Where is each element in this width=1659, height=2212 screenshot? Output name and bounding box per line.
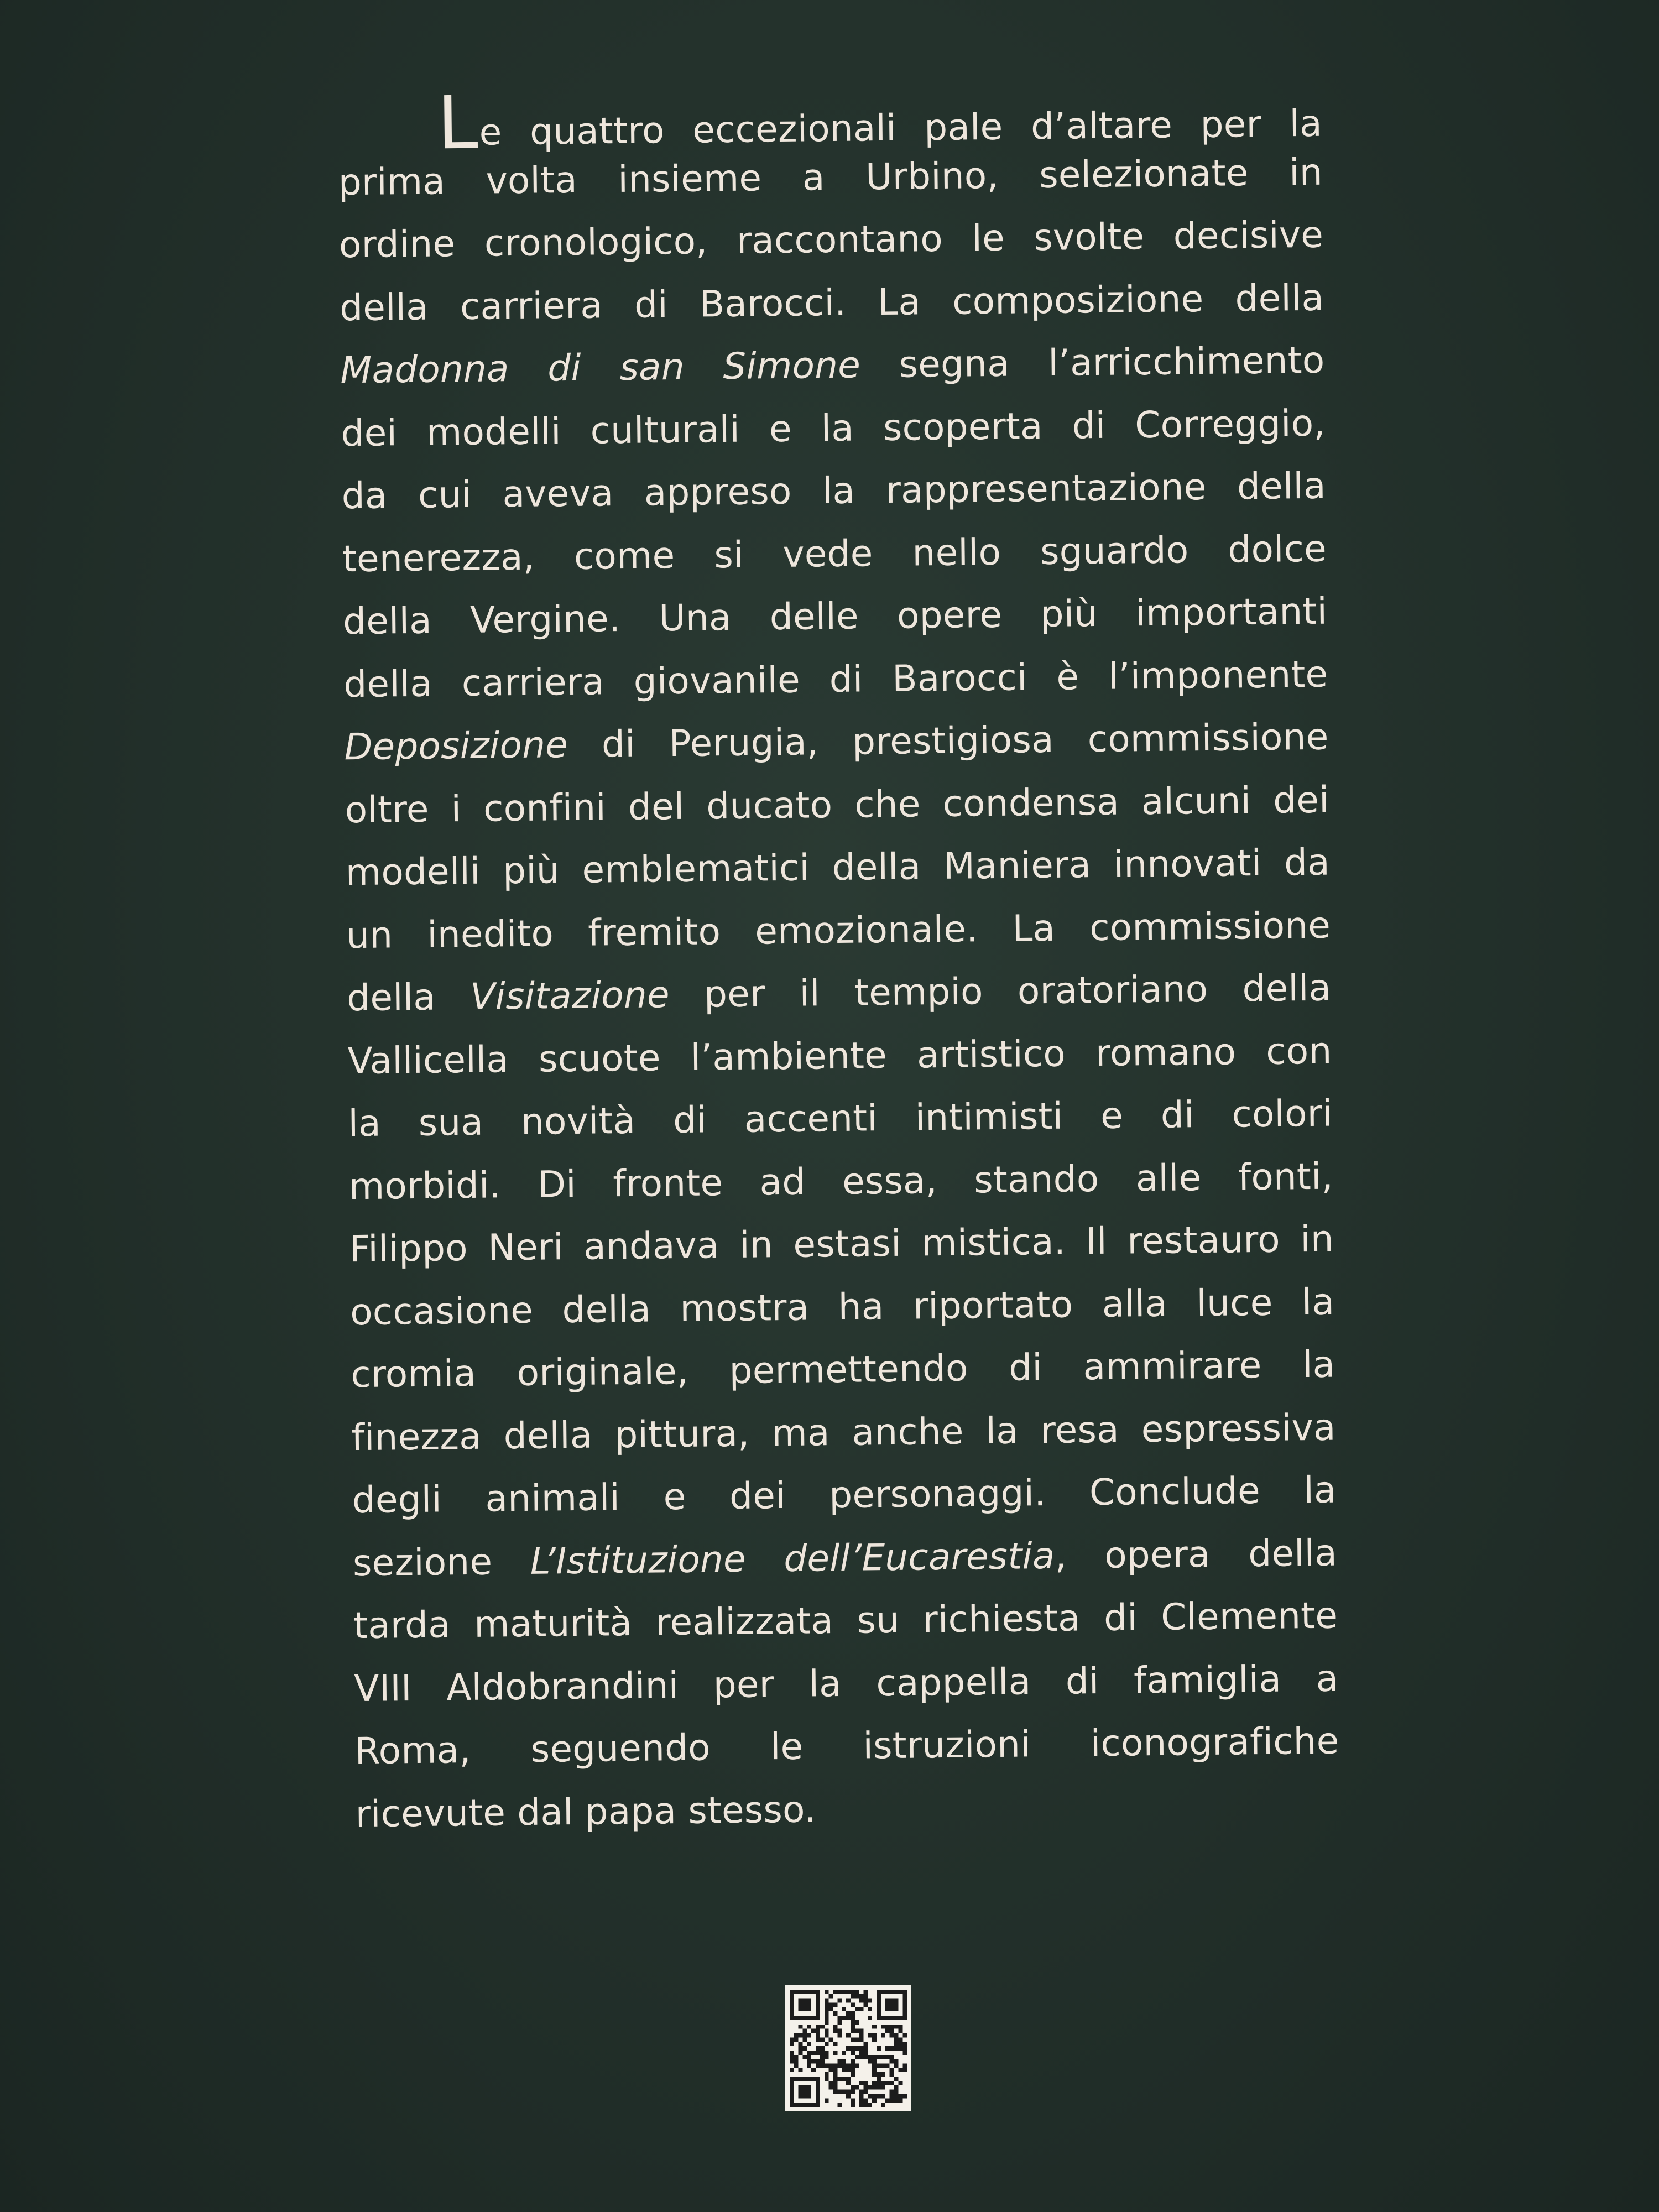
text-line [338, 204, 1323, 276]
text-line [347, 1019, 1332, 1092]
text-segment: morbidi. Di fronte ad essa, stando alle fonti, [348, 1155, 1334, 1208]
text-line [354, 1647, 1339, 1720]
paragraph [337, 78, 1340, 1845]
text-segment: di Perugia, prestigiosa commissione [567, 715, 1329, 766]
text-segment: oltre i confini del ducato che condensa alcuni dei [345, 778, 1330, 831]
text-line [352, 1459, 1337, 1532]
text-segment: della Vergine. Una delle opere più importanti [342, 589, 1328, 643]
text-line [354, 1710, 1339, 1783]
text-segment: sezione [352, 1540, 531, 1584]
text-line [355, 1772, 1340, 1845]
text-segment: della [346, 975, 471, 1020]
text-line [344, 706, 1329, 779]
text-segment: e quattro eccezionali pale d’altare per la [479, 102, 1323, 154]
artwork-title: Deposizione [344, 723, 568, 769]
artwork-title: Visitazione [469, 973, 670, 1018]
text-segment: tenerezza, come si vede nello sguardo dolce [342, 527, 1327, 580]
wall-text-panel [337, 78, 1340, 1845]
text-segment: VIII Aldobrandini per la cappella di famiglia a [353, 1657, 1339, 1710]
text-line [351, 1396, 1336, 1469]
text-line [342, 517, 1327, 590]
text-segment: finezza della pittura, ma anche la resa espressiva [351, 1406, 1336, 1459]
text-segment: la sua novità di accenti intimisti e di colori [348, 1092, 1333, 1145]
text-line [343, 580, 1328, 653]
text-segment: per il tempio oratoriano della [669, 966, 1332, 1016]
drop-cap: L [436, 80, 479, 166]
text-segment: un inedito fremito emozionale. La commissione [346, 904, 1331, 957]
text-segment: occasione della mostra ha riportato alla luce la [349, 1280, 1335, 1333]
text-segment: degli animali e dei personaggi. Conclude la [352, 1468, 1337, 1522]
text-line [352, 1521, 1337, 1594]
text-segment: della carriera di Barocci. La composizione della [339, 276, 1324, 329]
text-segment: cromia originale, permettendo di ammirare la [351, 1343, 1335, 1396]
text-segment: dei modelli culturali e la scoperta di Correggio, [341, 401, 1326, 455]
text-line [338, 140, 1323, 213]
text-line [349, 1208, 1334, 1281]
text-line [340, 329, 1325, 402]
artwork-title: Madonna di san Simone [340, 343, 861, 392]
text-line [348, 1145, 1333, 1218]
text-line [343, 643, 1328, 716]
text-segment: ordine cronologico, raccontano le svolte decisive [338, 213, 1324, 267]
text-segment: , opera della [1055, 1531, 1338, 1577]
text-line [348, 1082, 1333, 1155]
text-segment: della carriera giovanile di Barocci è l’imponente [343, 653, 1328, 706]
text-segment: da cui aveva appreso la rappresentazione della [341, 464, 1327, 518]
artwork-title: L’Istituzione dell’Eucarestia [530, 1534, 1055, 1583]
text-segment: prima volta insieme a Urbino, selezionate in [338, 150, 1323, 204]
text-line [353, 1584, 1338, 1657]
text-segment: modelli più emblematici della Maniera innovati da [345, 841, 1331, 894]
text-line [337, 78, 1323, 166]
text-segment: Vallicella scuote l’ambiente artistico romano con [347, 1029, 1332, 1082]
text-line [347, 957, 1332, 1030]
text-line [346, 894, 1331, 967]
text-line [340, 266, 1324, 339]
text-line [341, 392, 1326, 465]
text-line [351, 1333, 1335, 1406]
text-line [345, 831, 1330, 904]
qr-code-graphic [785, 1985, 911, 2111]
text-line [345, 768, 1329, 841]
text-segment: segna l’arricchimento [860, 338, 1325, 387]
text-segment: Filippo Neri andava in estasi mistica. Il restauro in [349, 1217, 1334, 1271]
qr-code-icon[interactable] [785, 1985, 911, 2111]
text-segment: ricevute dal papa stesso. [355, 1787, 816, 1835]
text-line [341, 455, 1326, 528]
text-segment: Roma, seguendo le istruzioni iconografiche [354, 1719, 1339, 1773]
text-line [350, 1270, 1335, 1343]
text-segment: tarda maturità realizzata su richiesta di Clemente [353, 1594, 1338, 1647]
